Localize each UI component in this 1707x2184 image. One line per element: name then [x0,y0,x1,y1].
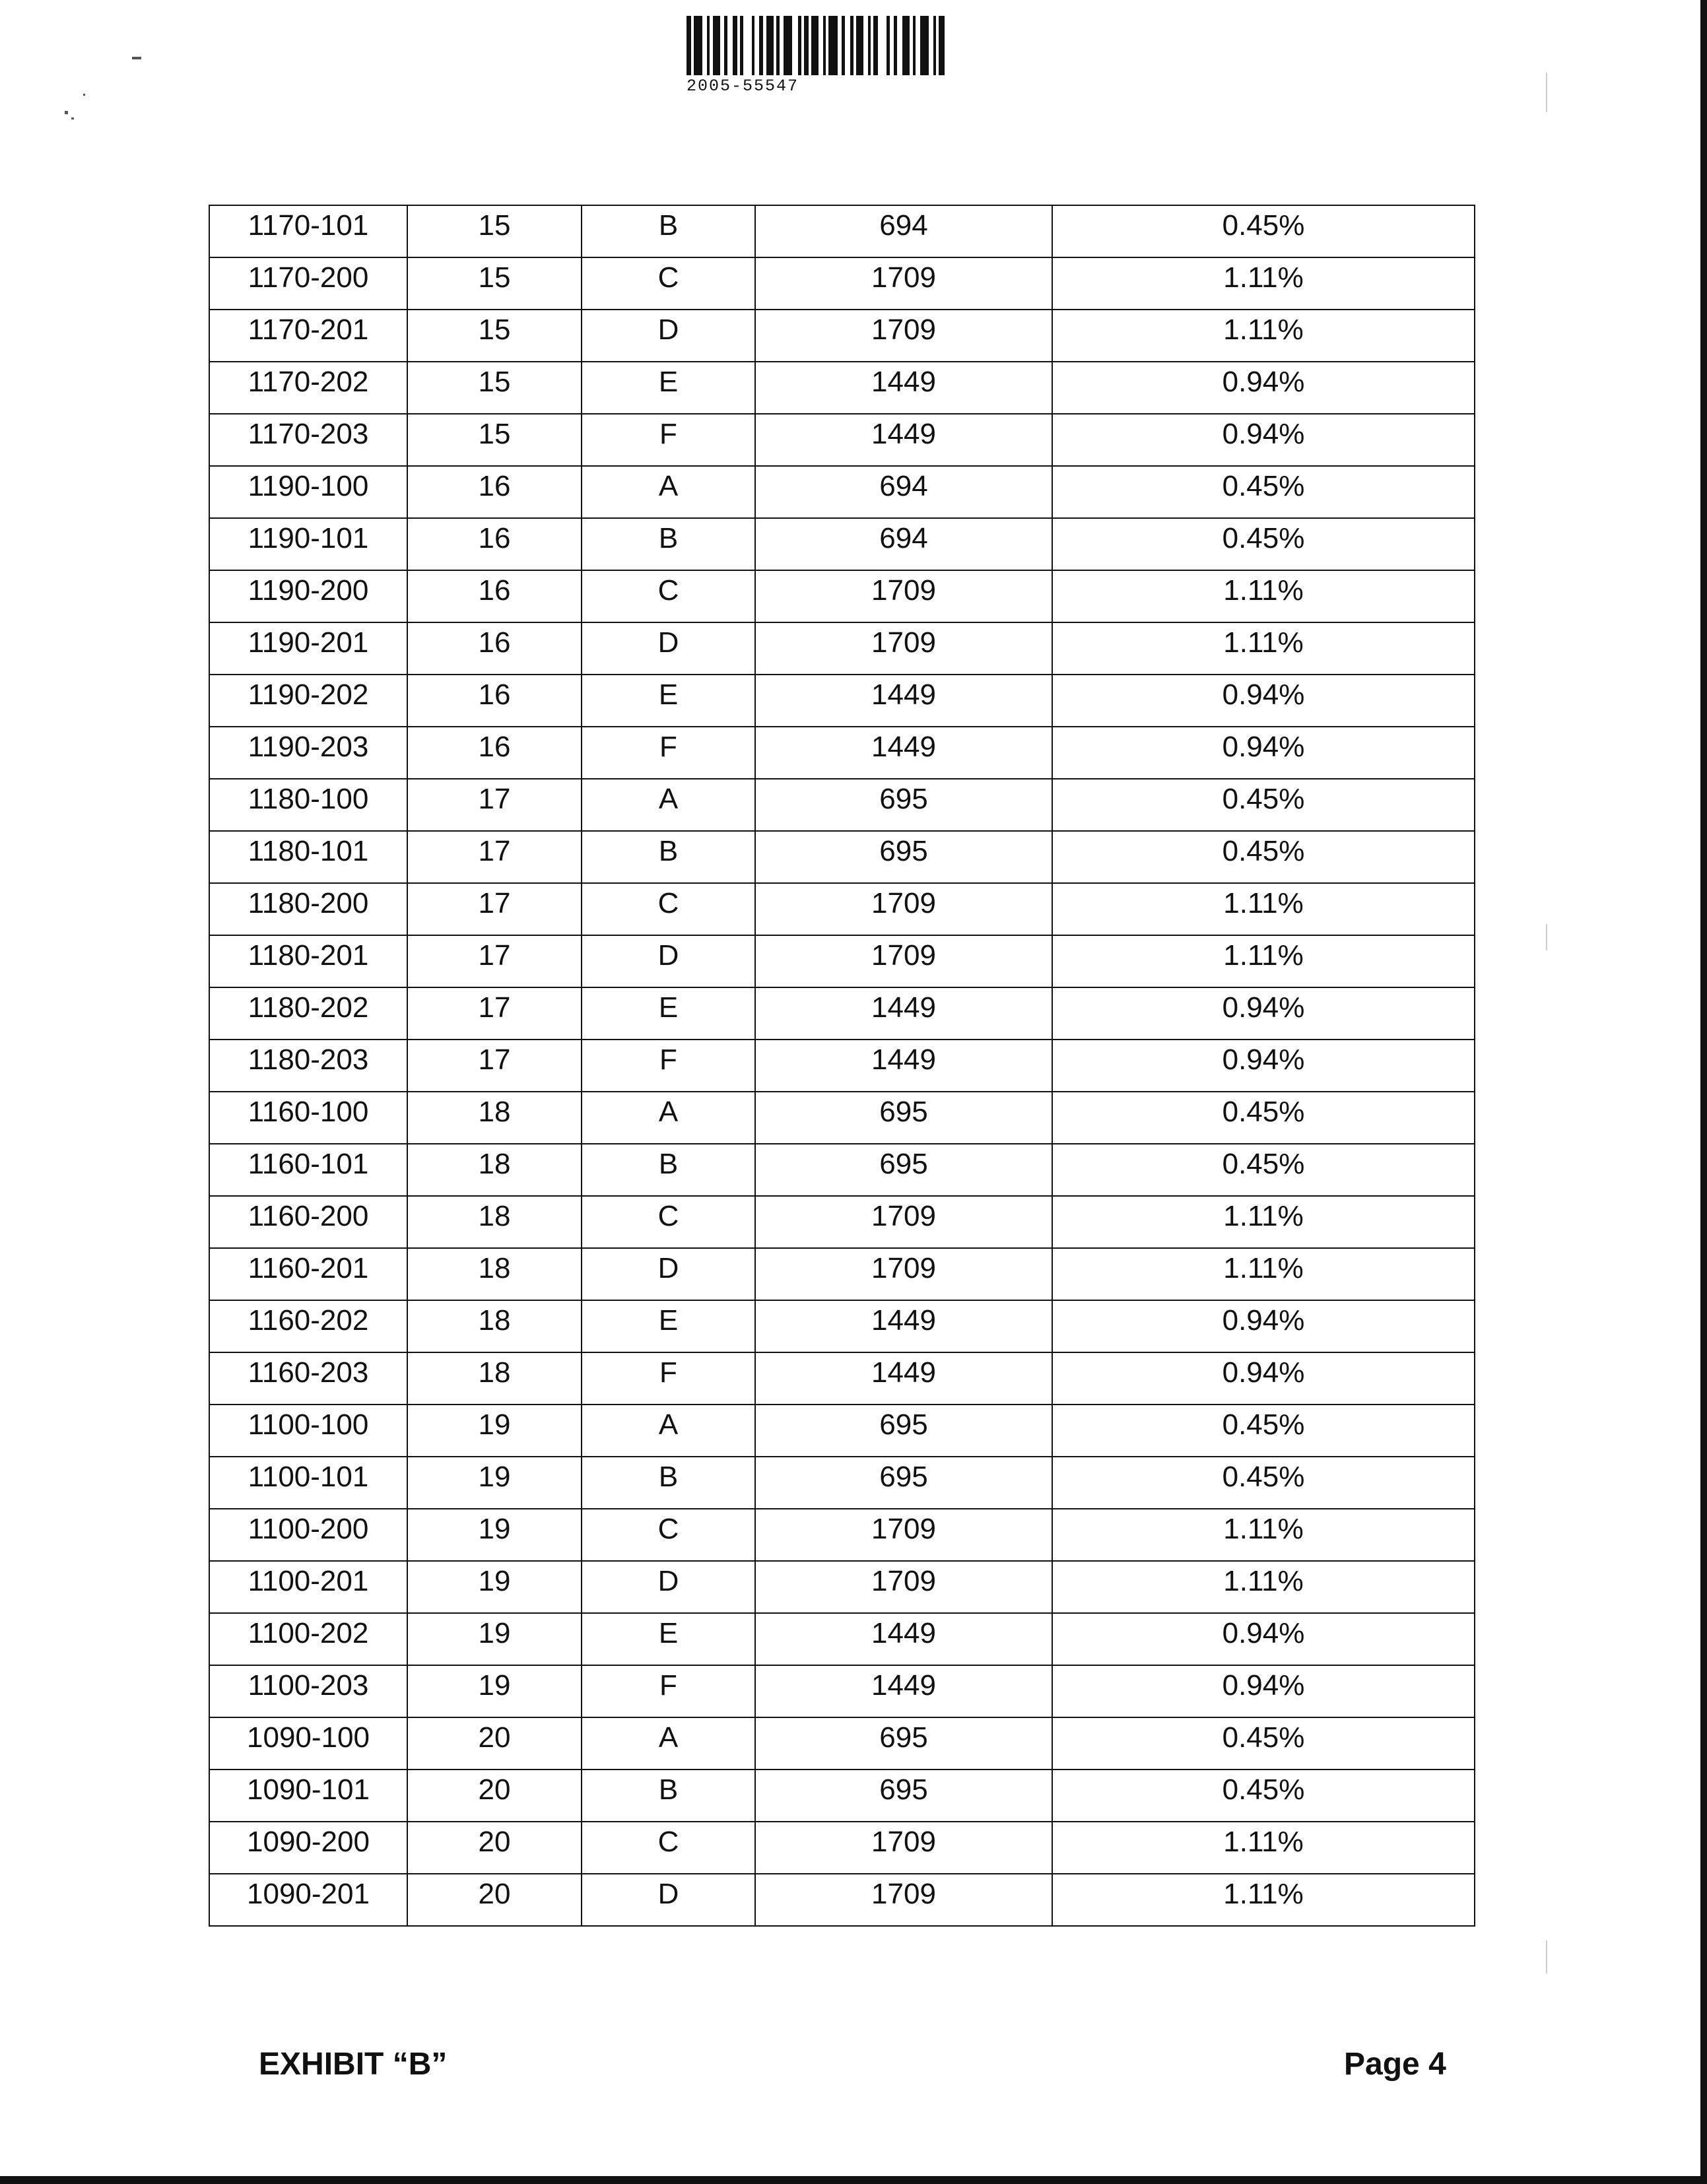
table-row [209,1144,1475,1196]
table-row [209,831,1475,883]
allocation-table [209,205,1475,1927]
barcode-gap [878,16,887,75]
unit-type-cell: A [582,1405,755,1457]
square-feet-cell: 1449 [755,727,1052,779]
building-number-cell: 20 [407,1874,582,1926]
table-row [209,1248,1475,1300]
unit-number-cell: 1170-202 [209,362,407,414]
percentage-cell: 0.45% [1052,1144,1475,1196]
unit-number-cell: 1180-101 [209,831,407,883]
unit-number-cell: 1160-101 [209,1144,407,1196]
unit-type-cell: C [582,1196,755,1248]
percentage-cell: 0.94% [1052,675,1475,727]
building-number-cell: 17 [407,779,582,831]
square-feet-cell: 694 [755,205,1052,257]
square-feet-cell: 1449 [755,1613,1052,1665]
square-feet-cell: 1449 [755,414,1052,466]
percentage-cell: 1.11% [1052,935,1475,987]
building-number-cell: 17 [407,831,582,883]
barcode-bar [873,16,878,75]
building-number-cell: 15 [407,362,582,414]
building-number-cell: 17 [407,1040,582,1092]
building-number-cell: 15 [407,205,582,257]
square-feet-cell: 695 [755,779,1052,831]
square-feet-cell: 695 [755,1092,1052,1144]
table-row [209,1770,1475,1822]
percentage-cell: 0.45% [1052,1092,1475,1144]
table-row [209,414,1475,466]
square-feet-cell: 1449 [755,1040,1052,1092]
square-feet-cell: 695 [755,1405,1052,1457]
table-row [209,1040,1475,1092]
barcode-gap [838,16,842,75]
square-feet-cell: 1709 [755,1196,1052,1248]
scan-speck [65,111,68,114]
allocation-table-container [209,205,1475,1927]
table-row [209,1613,1475,1665]
table-row [209,727,1475,779]
table-row [209,675,1475,727]
building-number-cell: 18 [407,1144,582,1196]
unit-number-cell: 1160-203 [209,1352,407,1405]
barcode-bar [811,16,819,75]
square-feet-cell: 1709 [755,570,1052,622]
unit-number-cell: 1160-201 [209,1248,407,1300]
unit-number-cell: 1170-203 [209,414,407,466]
unit-number-cell: 1090-201 [209,1874,407,1926]
unit-number-cell: 1100-200 [209,1509,407,1561]
unit-type-cell: D [582,1248,755,1300]
square-feet-cell: 695 [755,1717,1052,1770]
barcode-gap [929,16,933,75]
table-row [209,518,1475,570]
unit-number-cell: 1090-200 [209,1822,407,1874]
unit-number-cell: 1180-100 [209,779,407,831]
square-feet-cell: 1449 [755,362,1052,414]
square-feet-cell: 694 [755,466,1052,518]
table-row [209,883,1475,935]
barcode-bar [759,16,764,75]
unit-number-cell: 1170-200 [209,257,407,310]
unit-type-cell: B [582,1144,755,1196]
unit-type-cell: B [582,1457,755,1509]
square-feet-cell: 695 [755,1144,1052,1196]
square-feet-cell: 695 [755,1457,1052,1509]
barcode-gap [916,16,920,75]
unit-type-cell: F [582,414,755,466]
barcode-gap [819,16,823,75]
table-row [209,935,1475,987]
building-number-cell: 16 [407,570,582,622]
square-feet-cell: 1709 [755,257,1052,310]
building-number-cell: 20 [407,1717,582,1770]
unit-number-cell: 1090-101 [209,1770,407,1822]
building-number-cell: 19 [407,1665,582,1717]
building-number-cell: 19 [407,1613,582,1665]
table-row [209,1092,1475,1144]
unit-type-cell: C [582,257,755,310]
square-feet-cell: 1449 [755,1352,1052,1405]
unit-type-cell: A [582,466,755,518]
barcode-bar [733,16,737,75]
table-row [209,987,1475,1040]
table-row [209,1717,1475,1770]
unit-number-cell: 1160-202 [209,1300,407,1352]
unit-number-cell: 1190-100 [209,466,407,518]
table-row [209,257,1475,310]
scan-mark [1546,73,1547,112]
square-feet-cell: 695 [755,1770,1052,1822]
barcode-gap [743,16,752,75]
building-number-cell: 18 [407,1300,582,1352]
unit-type-cell: E [582,362,755,414]
unit-number-cell: 1190-203 [209,727,407,779]
unit-type-cell: A [582,779,755,831]
percentage-cell: 0.94% [1052,1300,1475,1352]
square-feet-cell: 1449 [755,1665,1052,1717]
square-feet-cell: 694 [755,518,1052,570]
barcode-bar [713,16,720,75]
unit-number-cell: 1190-201 [209,622,407,675]
unit-type-cell: C [582,1509,755,1561]
scan-speck [83,94,85,96]
building-number-cell: 19 [407,1405,582,1457]
allocation-table-body [209,205,1475,1926]
building-number-cell: 17 [407,935,582,987]
barcode [686,16,984,75]
unit-number-cell: 1190-202 [209,675,407,727]
barcode-gap [945,16,947,75]
table-row [209,205,1475,257]
unit-number-cell: 1170-201 [209,310,407,362]
percentage-cell: 1.11% [1052,1509,1475,1561]
table-row [209,1509,1475,1561]
unit-number-cell: 1180-203 [209,1040,407,1092]
unit-type-cell: F [582,1352,755,1405]
unit-type-cell: D [582,1874,755,1926]
percentage-cell: 0.45% [1052,518,1475,570]
table-row [209,1822,1475,1874]
barcode-gap [720,16,725,75]
table-row [209,1457,1475,1509]
percentage-cell: 0.94% [1052,727,1475,779]
percentage-cell: 0.94% [1052,414,1475,466]
scan-mark [1546,924,1547,950]
building-number-cell: 19 [407,1457,582,1509]
unit-number-cell: 1190-101 [209,518,407,570]
square-feet-cell: 1449 [755,987,1052,1040]
square-feet-cell: 1709 [755,310,1052,362]
table-row [209,1665,1475,1717]
unit-type-cell: A [582,1717,755,1770]
page-number: Page 4 [1344,2047,1446,2082]
unit-type-cell: B [582,518,755,570]
percentage-cell: 0.94% [1052,1665,1475,1717]
table-row [209,1196,1475,1248]
table-row [209,1561,1475,1613]
square-feet-cell: 1709 [755,883,1052,935]
building-number-cell: 16 [407,518,582,570]
unit-number-cell: 1090-100 [209,1717,407,1770]
unit-type-cell: E [582,675,755,727]
percentage-cell: 0.45% [1052,466,1475,518]
table-row [209,1300,1475,1352]
barcode-gap [702,16,707,75]
unit-number-cell: 1170-101 [209,205,407,257]
barcode-gap [897,16,903,75]
building-number-cell: 16 [407,622,582,675]
unit-type-cell: D [582,310,755,362]
barcode-bar [902,16,910,75]
table-row [209,1874,1475,1926]
square-feet-cell: 1709 [755,1248,1052,1300]
unit-type-cell: C [582,1822,755,1874]
unit-type-cell: B [582,1770,755,1822]
percentage-cell: 0.45% [1052,1405,1475,1457]
percentage-cell: 0.45% [1052,205,1475,257]
barcode-bar [686,16,691,75]
building-number-cell: 15 [407,257,582,310]
unit-number-cell: 1100-101 [209,1457,407,1509]
percentage-cell: 1.11% [1052,1561,1475,1613]
table-row [209,1352,1475,1405]
percentage-cell: 1.11% [1052,1248,1475,1300]
percentage-cell: 1.11% [1052,1874,1475,1926]
building-number-cell: 19 [407,1561,582,1613]
exhibit-label: EXHIBIT “B” [259,2047,448,2082]
square-feet-cell: 1449 [755,1300,1052,1352]
percentage-cell: 0.45% [1052,779,1475,831]
percentage-cell: 0.45% [1052,831,1475,883]
scan-mark [1546,1940,1547,1973]
unit-number-cell: 1180-202 [209,987,407,1040]
building-number-cell: 16 [407,727,582,779]
unit-number-cell: 1180-201 [209,935,407,987]
barcode-bar [766,16,774,75]
percentage-cell: 1.11% [1052,1196,1475,1248]
building-number-cell: 17 [407,987,582,1040]
percentage-cell: 0.45% [1052,1770,1475,1822]
building-number-cell: 18 [407,1092,582,1144]
percentage-cell: 0.94% [1052,987,1475,1040]
barcode-bar [784,16,792,75]
percentage-cell: 1.11% [1052,883,1475,935]
barcode-bar [920,16,929,75]
barcode-bar [939,16,945,75]
barcode-gap [890,16,894,75]
building-number-cell: 15 [407,414,582,466]
percentage-cell: 0.94% [1052,362,1475,414]
percentage-cell: 1.11% [1052,310,1475,362]
barcode-bar [804,16,809,75]
unit-number-cell: 1100-100 [209,1405,407,1457]
table-row [209,362,1475,414]
unit-type-cell: C [582,883,755,935]
unit-type-cell: C [582,570,755,622]
table-row [209,310,1475,362]
percentage-cell: 1.11% [1052,570,1475,622]
square-feet-cell: 1709 [755,622,1052,675]
unit-type-cell: D [582,1561,755,1613]
percentage-cell: 0.45% [1052,1457,1475,1509]
square-feet-cell: 1709 [755,1874,1052,1926]
unit-type-cell: D [582,622,755,675]
percentage-cell: 0.94% [1052,1040,1475,1092]
percentage-cell: 1.11% [1052,622,1475,675]
unit-type-cell: F [582,1040,755,1092]
scan-speck [71,117,74,119]
unit-number-cell: 1100-202 [209,1613,407,1665]
barcode-gap [754,16,759,75]
unit-number-cell: 1160-100 [209,1092,407,1144]
building-number-cell: 18 [407,1352,582,1405]
square-feet-cell: 1709 [755,1509,1052,1561]
square-feet-cell: 1709 [755,1561,1052,1613]
barcode-bar [856,16,863,75]
barcode-gap [780,16,784,75]
table-row [209,570,1475,622]
unit-number-cell: 1180-200 [209,883,407,935]
unit-number-cell: 1160-200 [209,1196,407,1248]
unit-type-cell: E [582,1613,755,1665]
building-number-cell: 18 [407,1196,582,1248]
unit-type-cell: E [582,987,755,1040]
table-row [209,779,1475,831]
unit-type-cell: F [582,727,755,779]
building-number-cell: 20 [407,1770,582,1822]
unit-type-cell: E [582,1300,755,1352]
unit-number-cell: 1100-203 [209,1665,407,1717]
building-number-cell: 15 [407,310,582,362]
unit-type-cell: A [582,1092,755,1144]
table-row [209,1405,1475,1457]
building-number-cell: 16 [407,675,582,727]
barcode-gap [863,16,868,75]
unit-type-cell: D [582,935,755,987]
barcode-gap [727,16,733,75]
percentage-cell: 0.94% [1052,1352,1475,1405]
building-number-cell: 20 [407,1822,582,1874]
unit-type-cell: F [582,1665,755,1717]
barcode-gap [845,16,851,75]
building-number-cell: 16 [407,466,582,518]
table-row [209,466,1475,518]
building-number-cell: 18 [407,1248,582,1300]
percentage-cell: 0.45% [1052,1717,1475,1770]
percentage-cell: 1.11% [1052,1822,1475,1874]
unit-number-cell: 1190-200 [209,570,407,622]
table-row [209,622,1475,675]
square-feet-cell: 1709 [755,1822,1052,1874]
unit-type-cell: B [582,205,755,257]
building-number-cell: 19 [407,1509,582,1561]
unit-type-cell: B [582,831,755,883]
building-number-cell: 17 [407,883,582,935]
percentage-cell: 0.94% [1052,1613,1475,1665]
square-feet-cell: 695 [755,831,1052,883]
percentage-cell: 1.11% [1052,257,1475,310]
scan-speck [132,57,141,59]
square-feet-cell: 1709 [755,935,1052,987]
barcode-gap [792,16,798,75]
square-feet-cell: 1449 [755,675,1052,727]
unit-number-cell: 1100-201 [209,1561,407,1613]
barcode-number: 2005-55547 [686,77,799,96]
barcode-bar [694,16,702,75]
barcode-bar [828,16,837,75]
barcode-block [686,16,984,96]
